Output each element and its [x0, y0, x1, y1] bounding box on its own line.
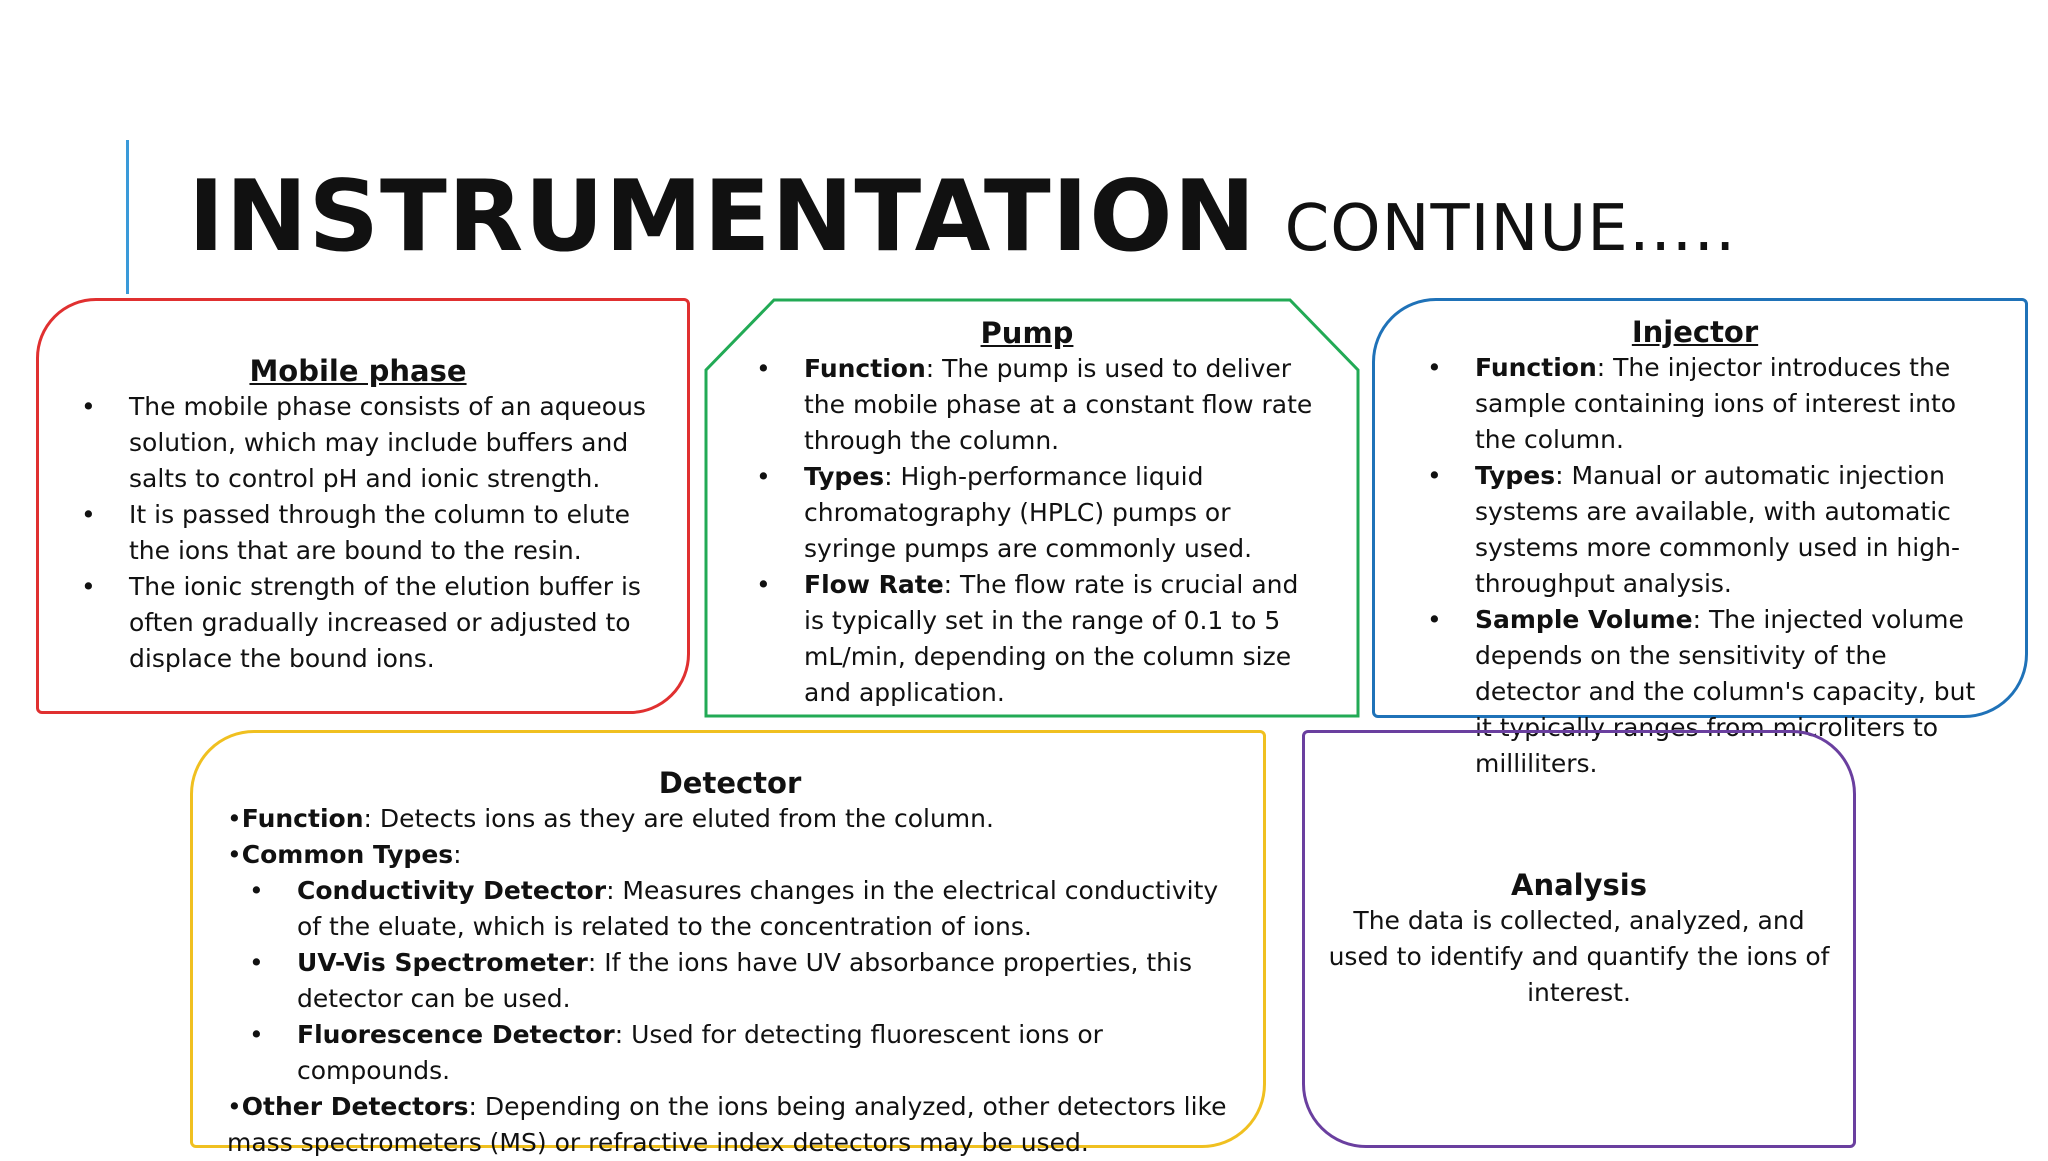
analysis-heading: Analysis: [1511, 868, 1647, 902]
item-term: Other Detectors: [241, 1092, 469, 1121]
item-text: : The injected volume depends on the sensitivity of the detector and the column's capacity, but it typically ranges from microliters to milliliters.: [1475, 605, 1976, 778]
mobile-phase-heading: Mobile phase: [249, 354, 467, 388]
mobile-phase-box: [36, 298, 690, 714]
item-text: : Used for detecting fluorescent ions or compounds.: [297, 1020, 1103, 1085]
list-item: [227, 873, 1233, 945]
detector-other-line: •Other Detectors: Depending on the ions being analyzed, other detectors like mass spectrometers (MS) or refractive index detectors may be used.: [227, 1092, 1227, 1157]
item-text: : If the ions have UV absorbance properties, this detector can be used.: [297, 948, 1192, 1013]
list-item: [734, 351, 1320, 459]
item-term: Function: [241, 804, 364, 833]
item-text: : Detects ions as they are eluted from the column.: [363, 804, 994, 833]
item-term: Function: [1475, 353, 1597, 382]
detector-function-line: •Function: Detects ions as they are eluted from the column.: [227, 804, 994, 833]
pump-heading: Pump: [980, 316, 1074, 350]
item-term: Function: [804, 354, 926, 383]
pump-box: [704, 298, 1360, 718]
detector-box: [190, 730, 1266, 1157]
list-item: [227, 1017, 1233, 1089]
item-term: Flow Rate: [804, 570, 944, 599]
item-text: :: [453, 840, 462, 869]
analysis-box: [1302, 730, 1856, 1148]
title-main: INSTRUMENTATION: [188, 160, 1257, 274]
item-text: : Manual or automatic injection systems are available, with automatic systems more commonly used in high-throughput analysis.: [1475, 461, 1960, 598]
list-item: [734, 567, 1320, 711]
item-term: Fluorescence Detector: [297, 1020, 615, 1049]
list-item: [227, 945, 1233, 1017]
injector-heading: Injector: [1631, 315, 1759, 349]
item-term: Conductivity Detector: [297, 876, 607, 905]
item-text: : The injector introduces the sample containing ions of interest into the column.: [1475, 353, 1957, 454]
title-sub: CONTINUE…..: [1284, 192, 1737, 266]
item-text: : Depending on the ions being analyzed, other detectors like mass spectrometers (MS) or refractive index detectors may be used.: [227, 1092, 1227, 1157]
slide-title: [188, 160, 1737, 274]
list-item: • The ionic strength of the elution buffer is often gradually increased or adjusted to displace the bound ions.: [59, 569, 657, 677]
pump-list: [734, 351, 1320, 711]
item-text: : The flow rate is crucial and is typically set in the range of 0.1 to 5 mL/min, depending on the column size and application.: [804, 570, 1299, 707]
detector-types-list: [227, 873, 1233, 1089]
list-item: [1405, 350, 1985, 458]
detector-common-types-line: •Common Types:: [227, 840, 462, 869]
injector-list: [1405, 350, 1985, 782]
list-item: • The mobile phase consists of an aqueous solution, which may include buffers and salts to control pH and ionic strength.: [59, 389, 657, 497]
list-item: [1405, 458, 1985, 602]
list-item: [734, 459, 1320, 567]
item-text: : The pump is used to deliver the mobile phase at a constant flow rate through the column.: [804, 354, 1313, 455]
detector-heading: Detector: [658, 766, 802, 800]
analysis-text: The data is collected, analyzed, and used to identify and quantify the ions of interest.: [1328, 906, 1830, 1007]
item-term: UV-Vis Spectrometer: [297, 948, 588, 977]
item-text: : High-performance liquid chromatography (HPLC) pumps or syringe pumps are commonly used.: [804, 462, 1253, 563]
item-term: Common Types: [241, 840, 454, 869]
item-text: : Measures changes in the electrical conductivity of the eluate, which is related to the concentration of ions.: [297, 876, 1219, 941]
item-term: Sample Volume: [1475, 605, 1693, 634]
item-term: Types: [804, 462, 885, 491]
title-accent-bar: [126, 140, 129, 294]
item-term: Types: [1475, 461, 1556, 490]
injector-box: [1372, 298, 2028, 778]
list-item: • It is passed through the column to elute the ions that are bound to the resin.: [59, 497, 657, 569]
mobile-phase-list: [59, 389, 657, 677]
